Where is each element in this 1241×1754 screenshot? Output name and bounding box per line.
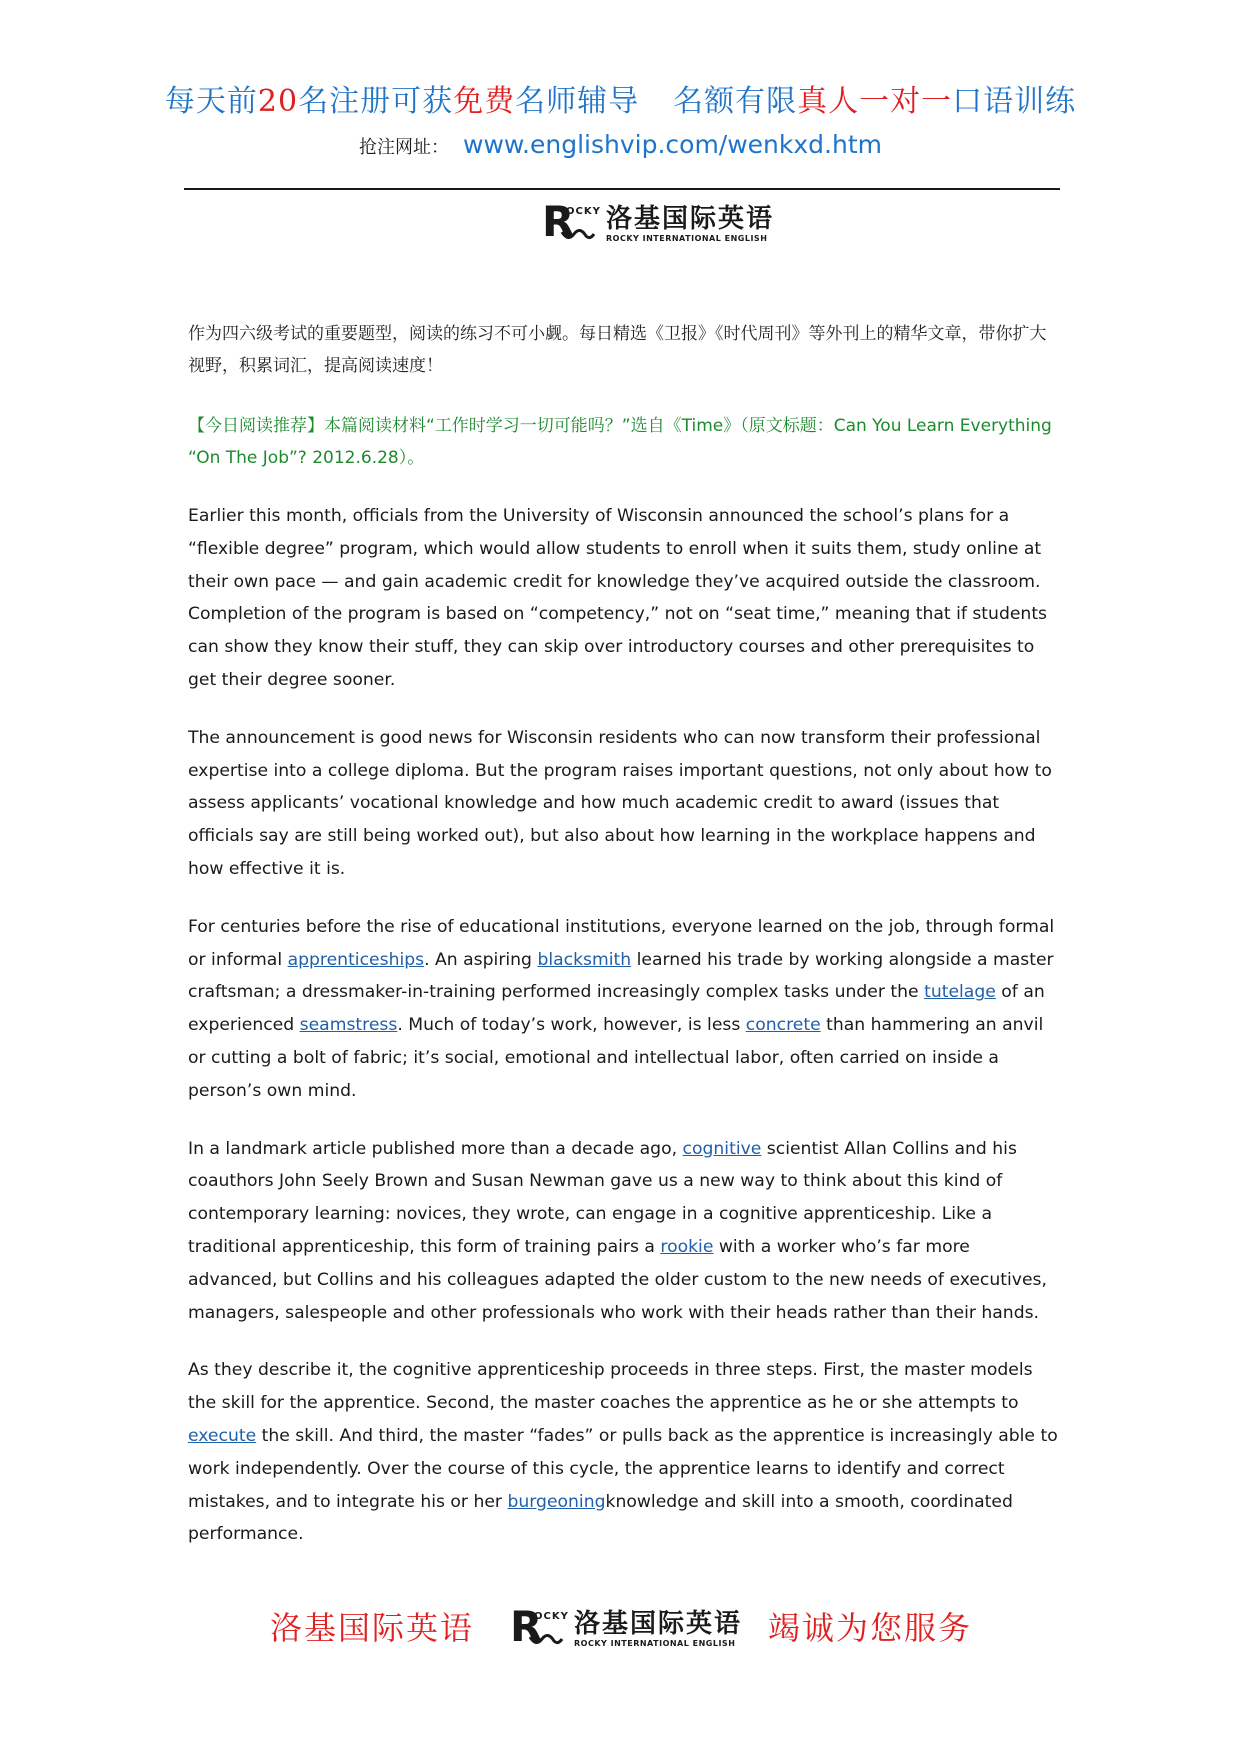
- banner-text: 每天前: [164, 84, 258, 119]
- intro-text: 作为四六级考试的重要题型，阅读的练习不可小觑。每日精选《卫报》《时代周刊》等外刊上的精华文章，带你扩大视野，积累词汇，提高阅读速度！: [188, 324, 1047, 376]
- vocab-link-concrete[interactable]: concrete: [745, 1015, 821, 1036]
- vocab-link-blacksmith[interactable]: blacksmith: [537, 949, 632, 970]
- banner-free: 免费: [453, 84, 516, 119]
- article-paragraph: In a landmark article published more than a decade ago, cognitive scientist Allan Collins and his coauthors John Seely Brown and Susan Newman gave us a new way to think about this kind of contemporary learning: novices, they wrote, can engage in a cognitive apprenticeship. Like a traditional apprenticeship, this form of training pairs a rookie with a worker who’s far more advanced, but Collins and his colleagues adapted the older custom to the new needs of executives, managers, salespeople and other professionals who work with their heads rather than their hands.: [188, 1138, 1047, 1323]
- rocky-logo-footer: [510, 1602, 743, 1651]
- logo-english-name: ROCKY INTERNATIONAL ENGLISH: [574, 1639, 736, 1648]
- logo-english-name: ROCKY INTERNATIONAL ENGLISH: [606, 234, 768, 243]
- article-body: [188, 318, 1060, 1576]
- banner-text: 名注册可获: [298, 84, 454, 119]
- banner-text: 名师辅导: [515, 84, 640, 119]
- article-paragraph: As they describe it, the cognitive apprenticeship proceeds in three steps. First, the master models the skill for the apprentice. Second, the master coaches the apprentice as he or she attempts to execute the skill. And third, the master “fades” or pulls back as the apprentice is increasingly able to work independently. Over the course of this cycle, the apprentice learns to identify and correct mistakes, and to integrate his or her burgeoningknowledge and skill into a smooth, coordinated performance.: [188, 1360, 1058, 1545]
- article-paragraph: Earlier this month, officials from the University of Wisconsin announced the school’s plans for a “flexible degree” program, which would allow students to enroll when it suits them, study online at their own pace — and gain academic credit for knowledge they’ve acquired outside the classroom. Completion of the program is based on “competency,” not on “seat time,” meaning that if students can show they know their stuff, they can skip over introductory courses and other prerequisites to get their degree sooner.: [188, 506, 1048, 690]
- header-divider: [184, 188, 1060, 190]
- url-label: 抢注网址：: [359, 137, 449, 158]
- article-paragraph: The announcement is good news for Wisconsin residents who can now transform their professional expertise into a college diploma. But the program raises important questions, not only about how to assess applicants’ vocational knowledge and how much academic credit to award (issues that officials say are still being worked out), but also about how learning in the workplace happens and how effective it is.: [188, 727, 1052, 879]
- vocab-link-burgeoning[interactable]: burgeoning: [507, 1491, 606, 1512]
- vocab-link-seamstress[interactable]: seamstress: [299, 1015, 398, 1036]
- banner-number: 20: [257, 84, 299, 119]
- banner-highlight: 真人一对一: [797, 84, 953, 119]
- signup-url-line: [0, 128, 1241, 165]
- signup-url-link[interactable]: www.englishvip.com/wenkxd.htm: [463, 130, 882, 159]
- recommendation-text: 【今日阅读推荐】本篇阅读材料“工作时学习一切可能吗？”选自《Time》（原文标题：Can You Learn Everything “On The Job”? 2012.6.28）。: [188, 416, 1052, 468]
- vocab-link-rookie[interactable]: rookie: [660, 1236, 714, 1257]
- logo-chinese-name: 洛基国际英语: [606, 204, 775, 234]
- banner-text: 口语训练: [952, 84, 1077, 119]
- rocky-logo: [542, 197, 775, 246]
- footer-service-text: 竭诚为您服务: [768, 1609, 973, 1647]
- promo-banner: [0, 82, 1241, 122]
- logo-chinese-name: 洛基国际英语: [574, 1609, 743, 1639]
- banner-text: 名额有限: [673, 84, 798, 119]
- vocab-link-execute[interactable]: execute: [188, 1425, 257, 1446]
- vocab-link-tutelage[interactable]: tutelage: [924, 982, 996, 1003]
- footer-brand-text: 洛基国际英语: [270, 1609, 475, 1647]
- logo-mark-icon: R OCKY: [510, 1602, 569, 1651]
- vocab-link-apprenticeships[interactable]: apprenticeships: [287, 949, 425, 970]
- logo-mark-icon: R OCKY: [542, 197, 601, 246]
- article-paragraph: For centuries before the rise of educational institutions, everyone learned on the job, through formal or informal apprenticeships. An aspiring blacksmith learned his trade by working alongside a master craftsman; a dressmaker-in-training performed increasingly complex tasks under the tutelage of an experienced seamstress. Much of today’s work, however, is less concrete than hammering an anvil or cutting a bolt of fabric; it’s social, emotional and intellectual labor, often carried on inside a person’s own mind.: [188, 916, 1055, 1101]
- vocab-link-cognitive[interactable]: cognitive: [682, 1138, 762, 1159]
